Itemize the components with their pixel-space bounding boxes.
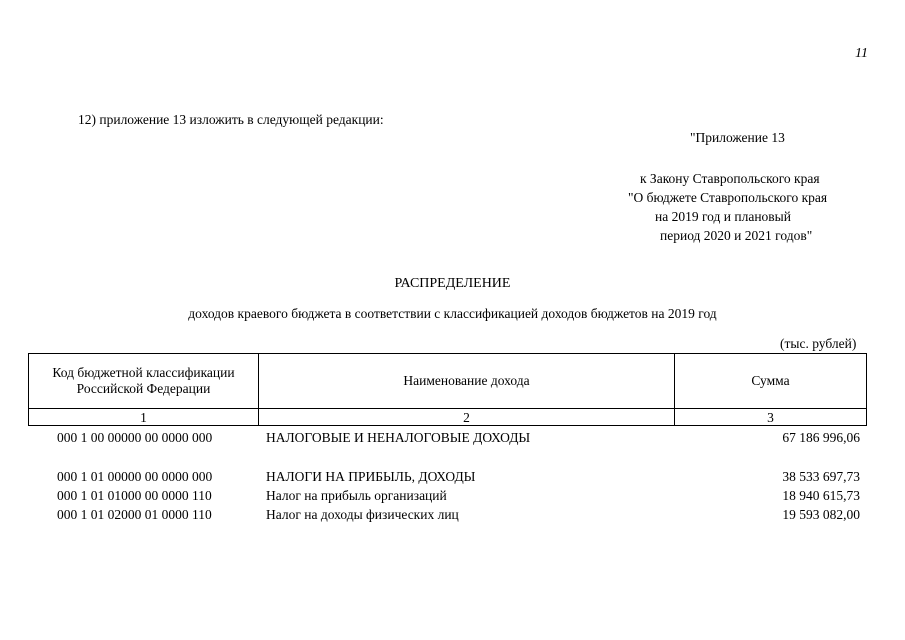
- document-subtitle: доходов краевого бюджета в соответствии с классификацией доходов бюджетов на 2019 год: [188, 306, 717, 321]
- column-header-name: Наименование дохода: [259, 354, 675, 409]
- appendix-header-line: к Закону Ставропольского края: [640, 171, 820, 186]
- row-code: 000 1 00 00000 00 0000 000: [57, 430, 213, 445]
- column-header-amount: Сумма: [675, 354, 867, 409]
- amendment-instruction: 12) приложение 13 изложить в следующей редакции:: [78, 112, 384, 127]
- row-name: Налог на доходы физических лиц: [266, 507, 459, 522]
- row-amount: 67 186 996,06: [782, 430, 860, 445]
- row-code: 000 1 01 00000 00 0000 000: [57, 469, 213, 484]
- row-amount: 19 593 082,00: [782, 507, 860, 522]
- appendix-header-line: "Приложение 13: [690, 130, 785, 145]
- column-number: 3: [675, 409, 867, 426]
- row-code: 000 1 01 02000 01 0000 110: [57, 507, 212, 522]
- appendix-header-line: "О бюджете Ставропольского края: [628, 190, 828, 205]
- column-number: 1: [29, 409, 259, 426]
- units-label: (тыс. рублей): [780, 336, 857, 351]
- row-amount: 18 940 615,73: [782, 488, 860, 503]
- row-name: Налог на прибыль организаций: [266, 488, 447, 503]
- income-table-header: [28, 353, 867, 426]
- column-header-code: Код бюджетной классификации Российской Федерации: [29, 354, 259, 409]
- row-name: НАЛОГИ НА ПРИБЫЛЬ, ДОХОДЫ: [266, 469, 476, 484]
- row-code: 000 1 01 01000 00 0000 110: [57, 488, 212, 503]
- row-name: НАЛОГОВЫЕ И НЕНАЛОГОВЫЕ ДОХОДЫ: [266, 430, 531, 445]
- column-number: 2: [259, 409, 675, 426]
- appendix-header-line: на 2019 год и плановый: [655, 209, 791, 224]
- appendix-header-line: период 2020 и 2021 годов": [660, 228, 813, 243]
- page-number: 11: [855, 46, 868, 61]
- document-title: РАСПРЕДЕЛЕНИЕ: [394, 276, 511, 291]
- row-amount: 38 533 697,73: [782, 469, 860, 484]
